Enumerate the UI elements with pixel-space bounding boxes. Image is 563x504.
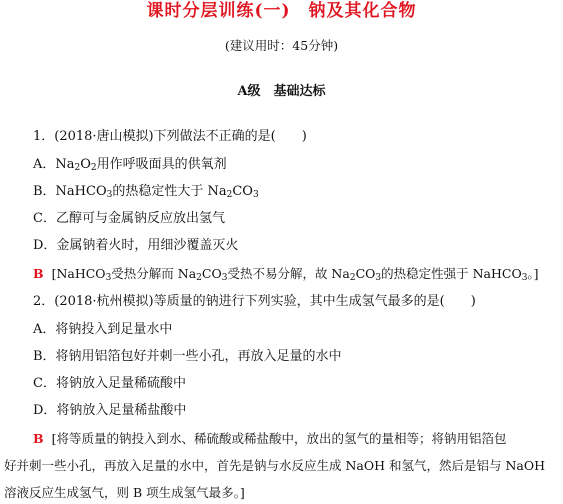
question-2-explanation-line-2: 好并刺一些小孔，再放入足量的水中，首先是钠与水反应生成 NaOH 和氢气，然后是铝与 NaOH [4,458,545,473]
question-1-option-b: B．NaHCO$_3$的热稳定性大于 $Na_2CO_3$ [33,184,259,200]
question-1-answer-explanation: B [NaHCO$_3$受热分解而 $Na_2CO_3$受热不易分解，故 $Na_2CO_3$的热稳定性强于 NaHCO$_3$。] [33,266,539,283]
question-1-answer: B [33,266,44,281]
question-2-stem: 2．(2018·杭州模拟)等质量的钠进行下列实验，其中生成氢气最多的是( ) [33,294,476,309]
section-level-heading: A级 基础达标 [237,84,326,99]
question-2-explanation-line-3: 溶液反应生成氢气，则 B 项生成氢气最多。] [4,485,245,500]
question-2-option-a: A．将钠投入到足量水中 [33,322,173,337]
question-1-stem: 1．(2018·唐山模拟)下列做法不正确的是( ) [33,129,307,144]
question-2-option-c: C．将钠放入足量稀硫酸中 [33,376,186,391]
question-2-answer: B [33,431,44,446]
suggested-time: (建议用时：45分钟) [224,38,339,53]
question-1-option-d: D．金属钠着火时，用细沙覆盖灭火 [33,238,239,253]
question-2-option-d: D．将钠放入足量稀盐酸中 [33,403,187,418]
question-2-option-b: B．将钠用铝箔包好并刺一些小孔，再放入足量的水中 [33,349,342,364]
question-1-option-c: C．乙醇可与金属钠反应放出氢气 [33,211,225,226]
page-title: 课时分层训练(一) 钠及其化合物 [146,1,417,21]
question-1-option-a: A．$Na_2O_2$用作呼吸面具的供氧剂 [33,157,227,173]
question-2-answer-explanation: B [将等质量的钠投入到水、稀硫酸或稀盐酸中，放出的氢气的量相等；将钠用铝箔包 [33,431,507,446]
